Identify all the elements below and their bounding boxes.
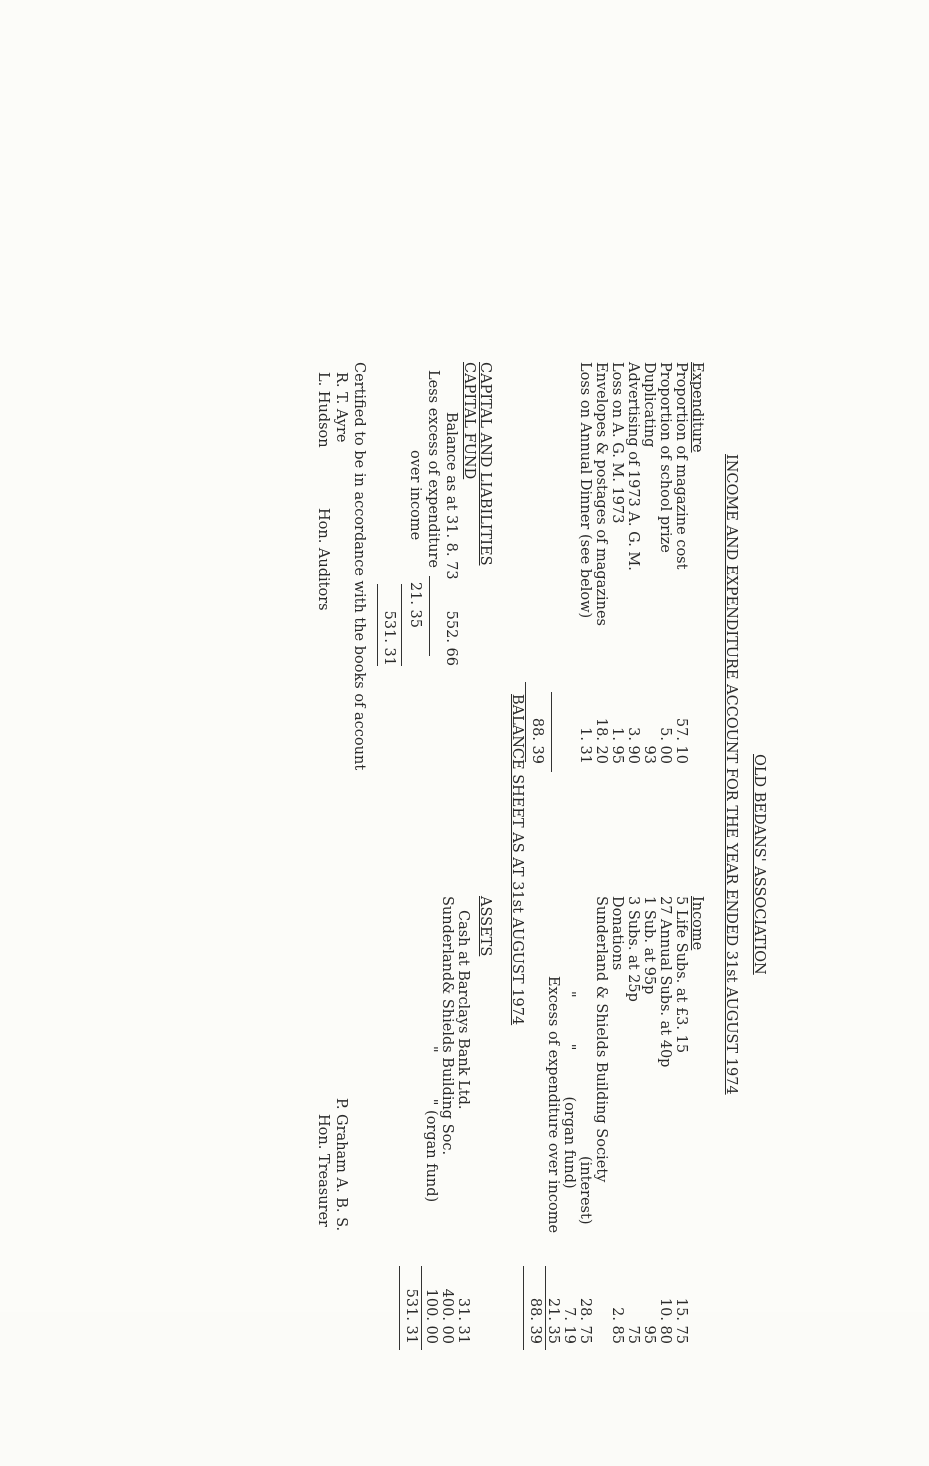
auditor-name: R. T. Ayre (333, 372, 349, 443)
asset-item-label: " " (organ fund) (423, 1046, 439, 1203)
income-total-underline (523, 1266, 524, 1350)
expenditure-total-rule (551, 692, 552, 772)
treasurer-title: Hon. Treasurer (315, 1114, 331, 1227)
certification-statement: Certified to be in accordance with the books of account (351, 362, 367, 771)
expenditure-item-label: Loss on A. G. M. 1973 (609, 362, 625, 524)
liabilities-total: 531. 31 (381, 610, 397, 666)
less-excess-label: Less excess of expenditure (425, 370, 441, 568)
account-title: INCOME AND EXPENDITURE ACCOUNT FOR THE YEAR ENDED 31st AUGUST 1974 (723, 454, 739, 1095)
asset-item-label: Sunderland& Shields Building Soc. (439, 896, 455, 1156)
expenditure-item-amount: 57. 10 (673, 717, 689, 764)
expenditure-heading: Expenditure (689, 362, 705, 453)
expenditure-item-label: Proportion of school prize (657, 362, 673, 553)
expenditure-total-underline (525, 682, 526, 762)
income-item-amount: 2. 85 (609, 1307, 625, 1344)
income-item-amount: 95 (641, 1325, 657, 1344)
expenditure-item-label: Advertising of 1973 A. G. M. (625, 362, 641, 571)
balance-label: Balance as at 31. 8. 73 (443, 412, 459, 580)
less-excess-rule (429, 576, 430, 656)
income-item-label: 1 Sub. at 95p (641, 896, 657, 995)
expenditure-item-amount: 5. 00 (657, 727, 673, 764)
income-item-label: Donations (609, 896, 625, 971)
less-excess-label-cont: over income (407, 450, 423, 541)
expenditure-item-label: Duplicating (641, 362, 657, 448)
expenditure-item-amount: 1. 95 (609, 727, 625, 764)
income-item-amount: 7. 19 (561, 1307, 577, 1344)
income-heading: Income (689, 896, 705, 951)
capital-fund-heading: CAPITAL FUND (461, 362, 477, 480)
expenditure-total: 88. 39 (529, 717, 545, 764)
expenditure-item-label: Envelopes & postages of magazines (593, 362, 609, 626)
balance-amount: 552. 66 (443, 610, 459, 666)
accounts-sheet (142, 336, 782, 1466)
expenditure-item-amount: 1. 31 (577, 727, 593, 764)
income-item-label: Sunderland & Shields Building Society (593, 896, 609, 1183)
income-item-amount: 10. 80 (657, 1297, 673, 1344)
income-item-amount: 21. 35 (545, 1297, 561, 1344)
expenditure-item-amount: 18. 20 (593, 717, 609, 764)
assets-heading: ASSETS (477, 896, 493, 957)
expenditure-item-label: Proportion of magazine cost (673, 362, 689, 570)
income-item-amount: 15. 75 (673, 1297, 689, 1344)
balance-sheet-title: BALANCE SHEET AS AT 31st AUGUST 1974 (509, 694, 525, 1026)
income-item-label: Excess of expenditure over income (545, 976, 561, 1234)
income-total: 88. 39 (527, 1297, 543, 1344)
association-title: OLD BEDANS' ASSOCIATION (751, 754, 767, 975)
asset-item-amount: 100. 00 (423, 1288, 439, 1344)
asset-item-label: Cash at Barclays Bank Ltd. (455, 910, 471, 1110)
expenditure-item-amount: 3. 90 (625, 727, 641, 764)
income-total-rule (545, 1266, 546, 1350)
treasurer-name: P. Graham A. B. S. (333, 1098, 349, 1232)
asset-item-amount: 400. 00 (439, 1288, 455, 1344)
less-excess-amount: 21. 35 (407, 581, 423, 628)
assets-total: 531. 31 (403, 1288, 419, 1344)
auditors-title: Hon. Auditors (315, 508, 331, 611)
income-item-label: " " (organ fund) (561, 991, 577, 1189)
liabilities-total-underline (377, 584, 378, 666)
income-item-label: 27 Annual Subs. at 40p (657, 896, 673, 1068)
assets-total-rule (421, 1266, 422, 1350)
income-item-label: 5 Life Subs. at £3. 15 (673, 896, 689, 1054)
liabilities-total-rule (401, 584, 402, 666)
expenditure-item-amount: 93 (641, 745, 657, 764)
income-item-label: (interest) (577, 1156, 593, 1225)
assets-total-underline (399, 1266, 400, 1350)
income-item-amount: 75 (625, 1325, 641, 1344)
income-item-label: 3 Subs. at 25p (625, 896, 641, 1002)
income-item-amount: 28. 75 (577, 1297, 593, 1344)
auditor-name: L. Hudson (315, 372, 331, 448)
asset-item-amount: 31. 31 (455, 1297, 471, 1344)
expenditure-item-label: Loss on Annual Dinner (see below) (577, 362, 593, 619)
liabilities-heading: CAPITAL AND LIABILITIES (477, 362, 493, 566)
